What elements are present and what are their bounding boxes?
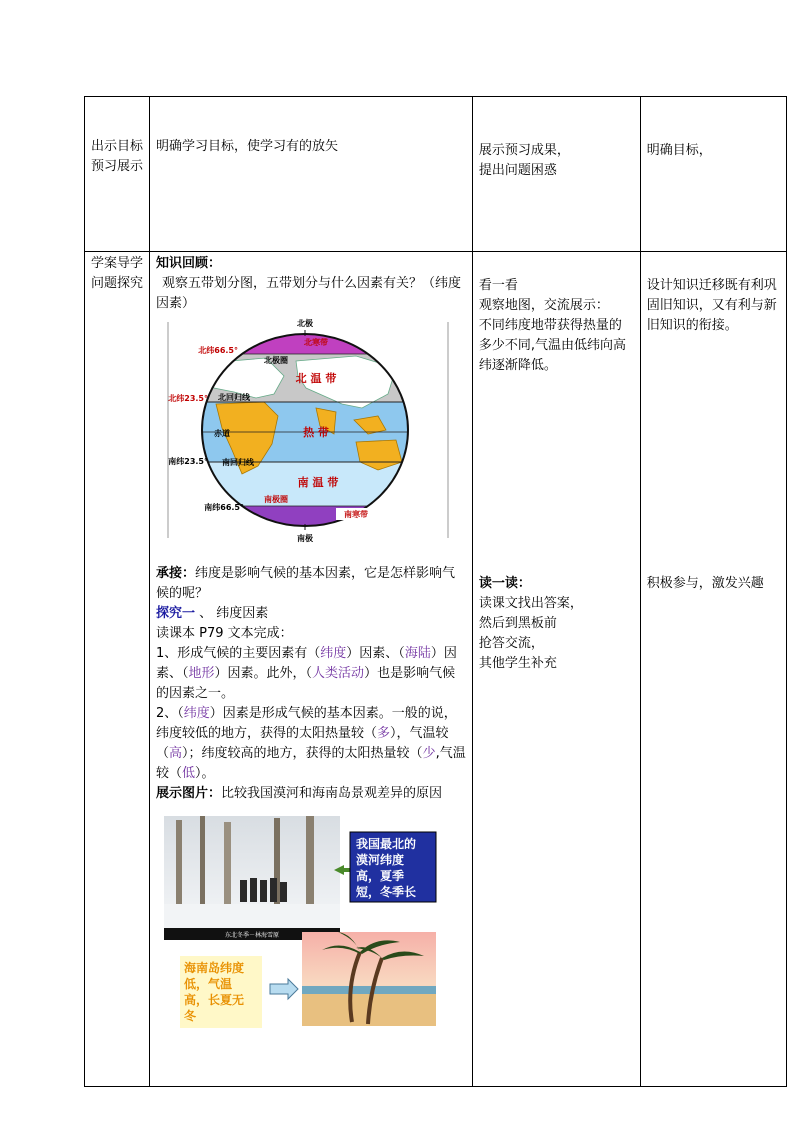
mohe-line: 我国最北的	[356, 837, 417, 851]
south-frigid-label: 南寒带	[344, 510, 368, 519]
winter-photo-caption: 东北冬季－林海雪原	[224, 932, 280, 939]
stage-cell	[85, 97, 150, 252]
landscape-comparison-figure	[156, 816, 454, 1036]
activity-text: 看一看	[478, 278, 518, 293]
q1-text: ）因素、（	[156, 646, 457, 681]
activity-text: 抢答交流，	[478, 636, 544, 651]
stage-label: 学案导学	[91, 256, 144, 271]
activity-text: 读课文找出答案，	[478, 596, 583, 611]
student-activity-cell	[472, 97, 640, 252]
climate-zones-figure	[156, 316, 454, 544]
q1-answer: 纬度	[320, 646, 347, 661]
explore-label: 探究一	[156, 606, 196, 621]
arrow-right-icon	[270, 979, 298, 999]
q1-answer: 海陆	[404, 646, 431, 661]
north-temperate-label: 北 温 带	[295, 372, 337, 385]
intent-text: 积极参与，激发兴趣	[646, 576, 764, 591]
q1-text: ）因素。此外，（	[214, 666, 313, 681]
q2-answer: 高	[169, 746, 183, 761]
show-text: 比较我国漠河和海南岛景观差异的原因	[221, 786, 443, 801]
activity-text: 然后到黑板前	[478, 616, 557, 631]
show-label: 展示图片：	[156, 786, 222, 801]
lat-n23-label: 北纬23.5°	[168, 394, 208, 403]
tropic-cancer-label: 北回归线	[218, 393, 250, 402]
south-pole-label: 南极	[297, 534, 313, 543]
mohe-line: 漠河纬度	[356, 853, 405, 867]
table-row	[85, 97, 787, 252]
explore-text: 、 纬度因素	[195, 606, 269, 621]
globe-diagram	[156, 316, 454, 544]
intent-cell	[640, 97, 786, 252]
question-2	[156, 704, 466, 784]
landscape-photos	[156, 816, 454, 1036]
transition-paragraph	[156, 564, 466, 604]
hainan-line: 海南岛纬度	[184, 961, 245, 975]
lat-n66-label: 北纬66.5°	[198, 346, 238, 355]
hainan-line: 低，气温	[184, 977, 233, 991]
q2-answer: 低	[182, 766, 196, 781]
q2-text: ），气温较（	[156, 726, 449, 761]
transition-label: 承接：	[156, 566, 196, 581]
tropic-capricorn-label: 南回归线	[222, 458, 254, 467]
stage-label: 出示目标	[91, 139, 144, 154]
activity-text: 观察地图，交流展示：	[478, 298, 609, 313]
table-row	[85, 252, 787, 1087]
north-pole-label: 北极	[297, 319, 313, 328]
south-temperate-label: 南 温 带	[297, 476, 339, 489]
content-cell	[150, 97, 473, 252]
activity-text: 提出问题困惑	[478, 163, 557, 178]
torrid-zone-label: 热 带	[303, 426, 329, 439]
q2-answer: 纬度	[183, 706, 210, 721]
stage-cell	[85, 252, 150, 1087]
q2-text: ）；纬度较高的地方，获得的太阳热量较（	[182, 746, 423, 761]
activity-text: 展示预习成果，	[478, 143, 570, 158]
north-frigid-label: 北寒带	[304, 338, 328, 347]
explore-heading	[156, 604, 466, 624]
lat-s23-label: 南纬23.5°	[168, 457, 208, 466]
q2-answer: 少	[422, 746, 436, 761]
q2-text: ）。	[195, 766, 215, 781]
q1-answer: 人类活动	[312, 666, 365, 681]
content-cell	[150, 252, 473, 1087]
q2-answer: 多	[377, 726, 391, 741]
lesson-table	[84, 96, 787, 1087]
q1-text: ）也是影响气候的因素之一。	[156, 666, 456, 701]
q1-text: ）因素、（	[346, 646, 405, 661]
intent-text: 明确目标，	[646, 143, 712, 158]
antarctic-circle-label: 南极圈	[264, 495, 288, 504]
read-heading: 读一读：	[478, 576, 531, 591]
stage-label: 预习展示	[91, 159, 144, 174]
q1-text: 1、形成气候的主要因素有（	[156, 646, 321, 661]
q2-text: ,气温较（	[156, 746, 466, 781]
hainan-line: 冬	[184, 1009, 197, 1023]
goal-text: 明确学习目标，使学习有的放矢	[156, 139, 339, 154]
activity-text: 其他学生补充	[478, 656, 557, 671]
stage-label: 问题探究	[91, 276, 144, 291]
activity-text: 不同纬度地带获得热量的多少不同,气温由低纬向高纬逐渐降低。	[478, 318, 626, 373]
transition-text: 纬度是影响气候的基本因素，它是怎样影响气候的呢？	[156, 566, 456, 601]
equator-label: 赤道	[214, 429, 230, 438]
q1-answer: 地形	[188, 666, 215, 681]
student-activity-cell	[472, 252, 640, 1087]
mohe-line: 高，夏季	[356, 869, 405, 883]
read-instruction: 读课本 P79 文本完成：	[156, 626, 293, 641]
intent-cell	[640, 252, 786, 1087]
show-images-paragraph	[156, 784, 466, 804]
mohe-line: 短，冬季长	[356, 885, 417, 899]
intent-text: 设计知识迁移既有利巩固旧知识，又有利与新旧知识的衔接。	[646, 278, 777, 333]
tropical-beach-photo	[302, 932, 436, 1026]
hainan-line: 高，长夏无	[184, 993, 245, 1007]
winter-forest-photo	[164, 816, 340, 940]
question-1	[156, 644, 466, 704]
arctic-circle-label: 北极圈	[264, 356, 288, 365]
q2-text: 2、（	[156, 706, 184, 721]
review-question: 观察五带划分图，五带划分与什么因素有关？（纬度因素）	[156, 276, 462, 311]
review-title: 知识回顾：	[156, 256, 222, 271]
q2-text: ）因素是形成气候的基本因素。一般的说，纬度较低的地方，获得的太阳热量较（	[156, 706, 457, 741]
lat-s66-label: 南纬66.5°	[204, 503, 244, 512]
